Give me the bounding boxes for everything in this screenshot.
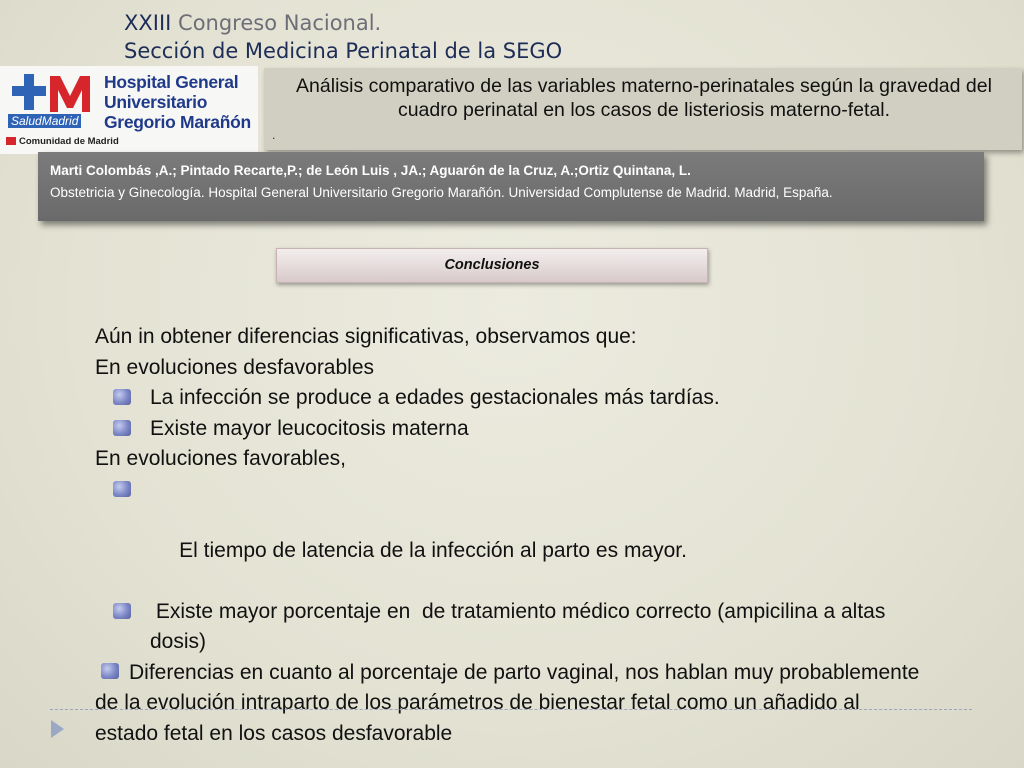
list-item xyxy=(95,475,935,597)
congress-name: Congreso Nacional. xyxy=(171,11,382,35)
hospital-cross-m-logo-icon xyxy=(12,74,96,116)
bullet-icon xyxy=(113,603,131,619)
play-arrow-icon[interactable] xyxy=(51,720,64,738)
intro-text: Aún in obtener diferencias significativas, observamos que: xyxy=(95,325,637,348)
congress-title xyxy=(124,9,562,37)
madrid-flag-icon xyxy=(6,137,16,145)
footer-divider xyxy=(50,709,972,710)
comunidad-text: Comunidad de Madrid xyxy=(19,136,119,147)
list-item-text: El tiempo de latencia de la infección al parto es mayor. xyxy=(173,538,687,562)
poster-title-box xyxy=(264,68,1022,150)
bullet-icon xyxy=(113,481,131,497)
bullet-icon xyxy=(113,420,131,436)
author-affiliation: Obstetricia y Ginecología. Hospital General Universitario Gregorio Marañón. Universidad Complutense de Madrid. Madrid, España. xyxy=(50,185,833,200)
authors-panel xyxy=(38,152,984,221)
final-paragraph-text: Diferencias en cuanto al porcentaje de parto vaginal, nos hablan muy probablemente de la evolución intraparto de los parámetros de bienestar fetal como un añadido al estado fetal en los casos desfavorable xyxy=(95,660,920,745)
list-item-text: La infección se produce a edades gestacionales más tardías. xyxy=(150,386,720,409)
conclusions-heading: Conclusiones xyxy=(444,257,540,273)
section-name: Sección de Medicina Perinatal de la SEGO xyxy=(124,39,563,63)
congress-number: XXIII xyxy=(124,11,172,35)
list-item xyxy=(95,414,935,445)
group-heading-unfavorable: En evoluciones desfavorables xyxy=(95,355,375,379)
author-names: Marti Colombás ,A.; Pintado Recarte,P.; de León Luis , JA.; Aguarón de la Cruz, A.;Ortiz Quintana, L. xyxy=(50,163,691,178)
bullet-icon xyxy=(113,389,131,405)
hospital-name xyxy=(104,72,254,132)
hospital-name-line: Universitario xyxy=(104,92,208,112)
group-heading-favorable: En evoluciones favorables, xyxy=(95,447,346,470)
title-dot: . xyxy=(272,128,276,142)
list-item-text: Existe mayor leucocitosis materna xyxy=(150,416,469,440)
comunidad-madrid-label xyxy=(6,136,119,147)
list-item xyxy=(95,597,930,658)
conclusions-body xyxy=(95,322,935,749)
hospital-name-line: Gregorio Marañón xyxy=(104,112,251,132)
final-paragraph xyxy=(95,658,925,750)
hospital-logo xyxy=(0,66,258,154)
list-item xyxy=(95,383,935,414)
hospital-name-line: Hospital General xyxy=(104,72,239,92)
poster-title: Análisis comparativo de las variables materno-perinatales según la gravedad del cuadro perinatal en los casos de listeriosis materno-fetal. xyxy=(296,75,992,121)
congress-header xyxy=(124,9,562,65)
salud-madrid-badge: SaludMadrid xyxy=(8,114,81,128)
list-item-text: Existe mayor porcentaje en de tratamiento médico correcto (ampicilina a altas dosis) xyxy=(150,599,892,653)
bullet-icon xyxy=(101,663,119,679)
conclusions-heading-box xyxy=(276,248,708,283)
